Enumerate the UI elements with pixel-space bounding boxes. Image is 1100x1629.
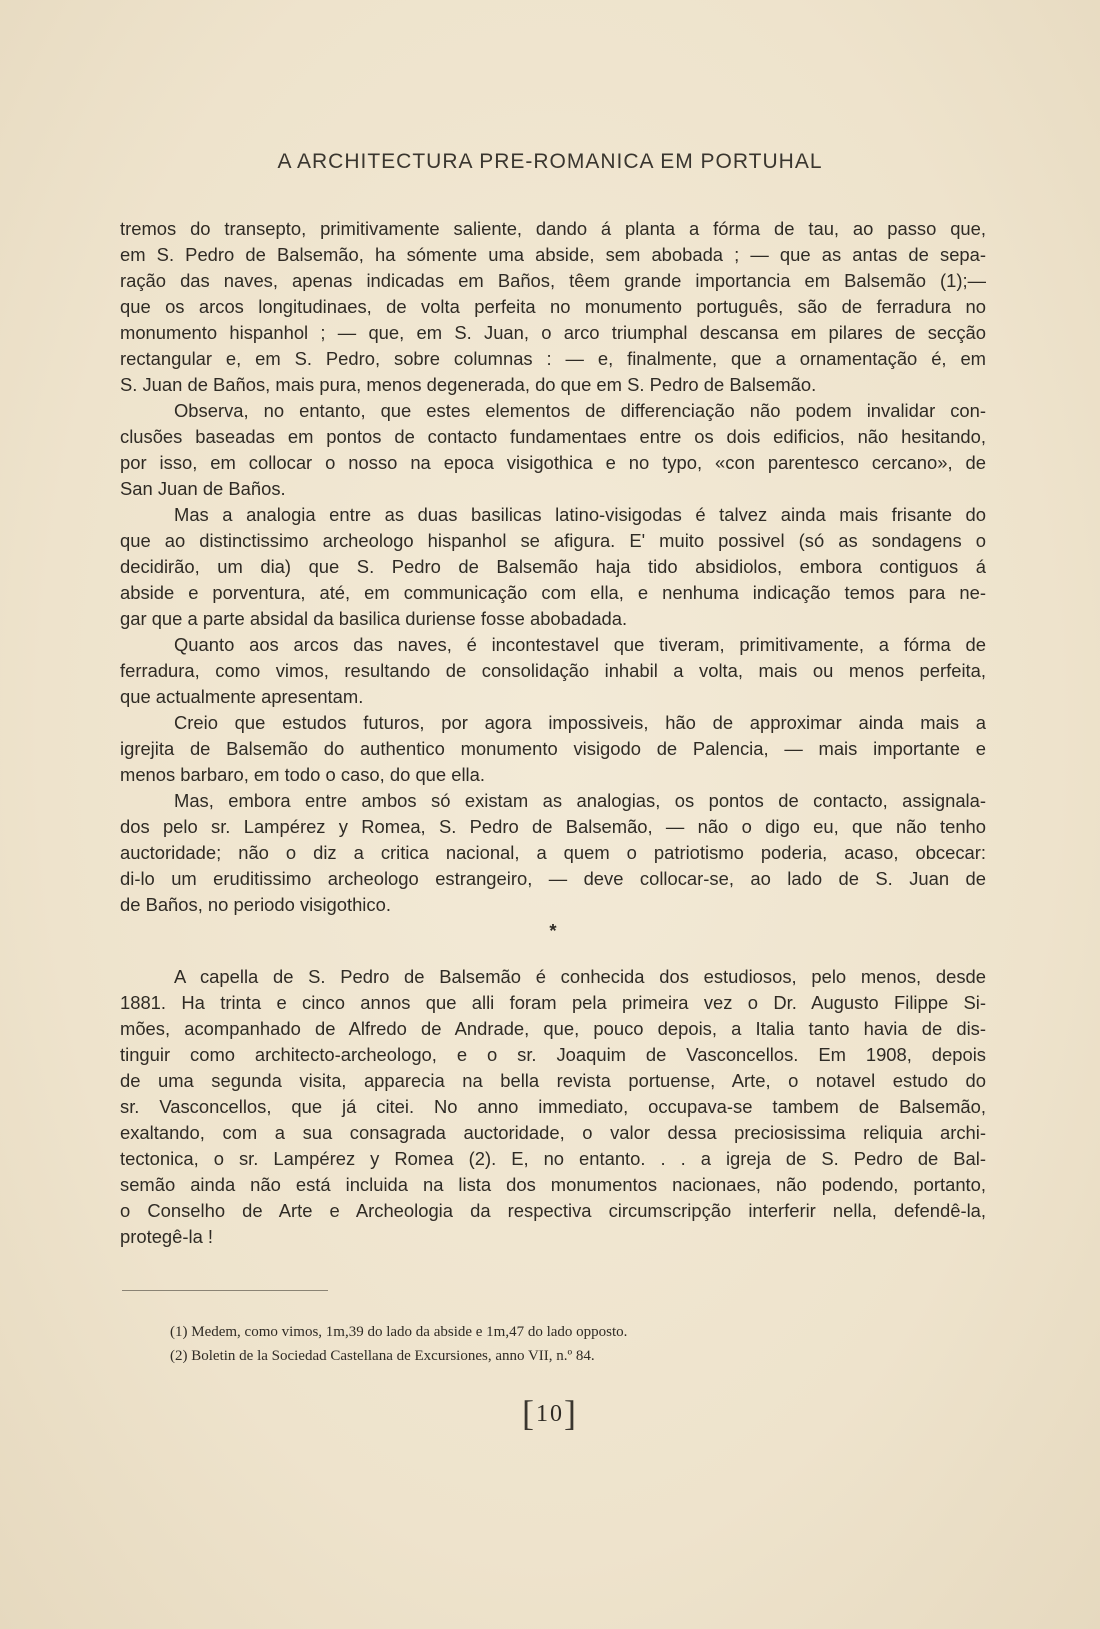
text-line: semão ainda não está incluida na lista dos monumentos nacionaes, não podendo, portanto, <box>120 1174 986 1195</box>
footnote-divider <box>122 1290 328 1291</box>
text-line: que ao distinctissimo archeologo hispanhol se afigura. E' muito possivel (só as sondagens o <box>120 530 986 551</box>
text-line: abside e porventura, até, em communicação com ella, e nenhuma indicação temos para ne- <box>120 582 986 603</box>
text-line: que os arcos longitudinaes, de volta perfeita no monumento português, são de ferradura no <box>120 296 986 317</box>
text-line: gar que a parte absidal da basilica duriense fosse abobadada. <box>120 608 628 629</box>
text-line: dos pelo sr. Lampérez y Romea, S. Pedro de Balsemão, — não o digo eu, que não tenho <box>120 816 986 837</box>
text-line: tinguir como architecto-archeologo, e o sr. Joaquim de Vasconcellos. Em 1908, depois <box>120 1044 986 1065</box>
text-line: igrejita de Balsemão do authentico monumento visigodo de Palencia, — mais importante e <box>120 738 986 759</box>
text-line: ferradura, como vimos, resultando de consolidação inhabil a volta, mais ou menos perfeita, <box>120 660 986 681</box>
footnote: (1) Medem, como vimos, 1m,39 do lado da abside e 1m,47 do lado opposto. <box>170 1324 628 1340</box>
text-line: que actualmente apresentam. <box>120 686 364 707</box>
text-line: o Conselho de Arte e Archeologia da respectiva circumscripção interferir nella, defendê-la, <box>120 1200 986 1221</box>
text-line: Mas, embora entre ambos só existam as analogias, os pontos de contacto, assignala- <box>174 790 986 811</box>
text-line: monumento hispanhol ; — que, em S. Juan, o arco triumphal descansa em pilares de secção <box>120 322 986 343</box>
folio-bracket-left: [ <box>522 1393 536 1433</box>
text-line: San Juan de Baños. <box>120 478 286 499</box>
text-line: mões, acompanhado de Alfredo de Andrade, que, pouco depois, a Italia tanto havia de dis- <box>120 1018 986 1039</box>
footnote: (2) Boletin de la Sociedad Castellana de Excursiones, anno VII, n.º 84. <box>170 1348 595 1364</box>
text-line: de uma segunda visita, apparecia na bella revista portuense, Arte, o notavel estudo do <box>120 1070 986 1091</box>
text-line: tremos do transepto, primitivamente saliente, dando á planta a fórma de tau, ao passo que, <box>120 218 986 239</box>
text-line: Mas a analogia entre as duas basilicas latino-visigodas é talvez ainda mais frisante do <box>174 504 986 525</box>
text-line: protegê-la ! <box>120 1226 214 1247</box>
folio-bracket-right: ] <box>564 1393 578 1433</box>
text-line: 1881. Ha trinta e cinco annos que alli foram pela primeira vez o Dr. Augusto Filippe Si- <box>120 992 986 1013</box>
text-line: rectangular e, em S. Pedro, sobre columnas : — e, finalmente, que a ornamentação é, em <box>120 348 986 369</box>
text-line: ração das naves, apenas indicadas em Baños, têem grande importancia em Balsemão (1);— <box>120 270 986 291</box>
text-line: menos barbaro, em todo o caso, do que ella. <box>120 764 485 785</box>
text-line: sr. Vasconcellos, que já citei. No anno immediato, occupava-se tambem de Balsemão, <box>120 1096 986 1117</box>
text-line: decidirão, um dia) que S. Pedro de Balsemão haja tido absidiolos, embora contiguos á <box>120 556 986 577</box>
text-line: auctoridade; não o diz a critica nacional, a quem o patriotismo poderia, acaso, obcecar: <box>120 842 986 863</box>
text-line: exaltando, com a sua consagrada auctoridade, o valor dessa preciosissima reliquia archi- <box>120 1122 986 1143</box>
footnotes <box>170 1320 990 1368</box>
body-text <box>120 216 986 1250</box>
page-number <box>0 1392 1100 1434</box>
text-line: em S. Pedro de Balsemão, ha sómente uma abside, sem abobada ; — que as antas de sepa- <box>120 244 986 265</box>
page-number-value: 10 <box>536 1401 564 1427</box>
section-break-asterisk: * <box>549 920 557 941</box>
text-line: Observa, no entanto, que estes elementos de differenciação não podem invalidar con- <box>174 400 986 421</box>
text-line: por isso, em collocar o nosso na epoca visigothica e no typo, «con parentesco cercano», de <box>120 452 986 473</box>
text-line: A capella de S. Pedro de Balsemão é conhecida dos estudiosos, pelo menos, desde <box>174 966 986 987</box>
text-line: Quanto aos arcos das naves, é incontestavel que tiveram, primitivamente, a fórma de <box>174 634 986 655</box>
text-line: di-lo um eruditissimo archeologo estrangeiro, — deve collocar-se, ao lado de S. Juan de <box>120 868 986 889</box>
text-line: Creio que estudos futuros, por agora impossiveis, hão de approximar ainda mais a <box>174 712 986 733</box>
text-line: clusões baseadas em pontos de contacto fundamentaes entre os dois edificios, não hesitando, <box>120 426 986 447</box>
text-line: de Baños, no periodo visigothico. <box>120 894 391 915</box>
text-line: S. Juan de Baños, mais pura, menos degenerada, do que em S. Pedro de Balsemão. <box>120 374 817 395</box>
running-head: A ARCHITECTURA PRE-ROMANICA EM PORTUHAL <box>277 150 823 173</box>
text-line: tectonica, o sr. Lampérez y Romea (2). E, no entanto. . . a igreja de S. Pedro de Bal- <box>120 1148 986 1169</box>
